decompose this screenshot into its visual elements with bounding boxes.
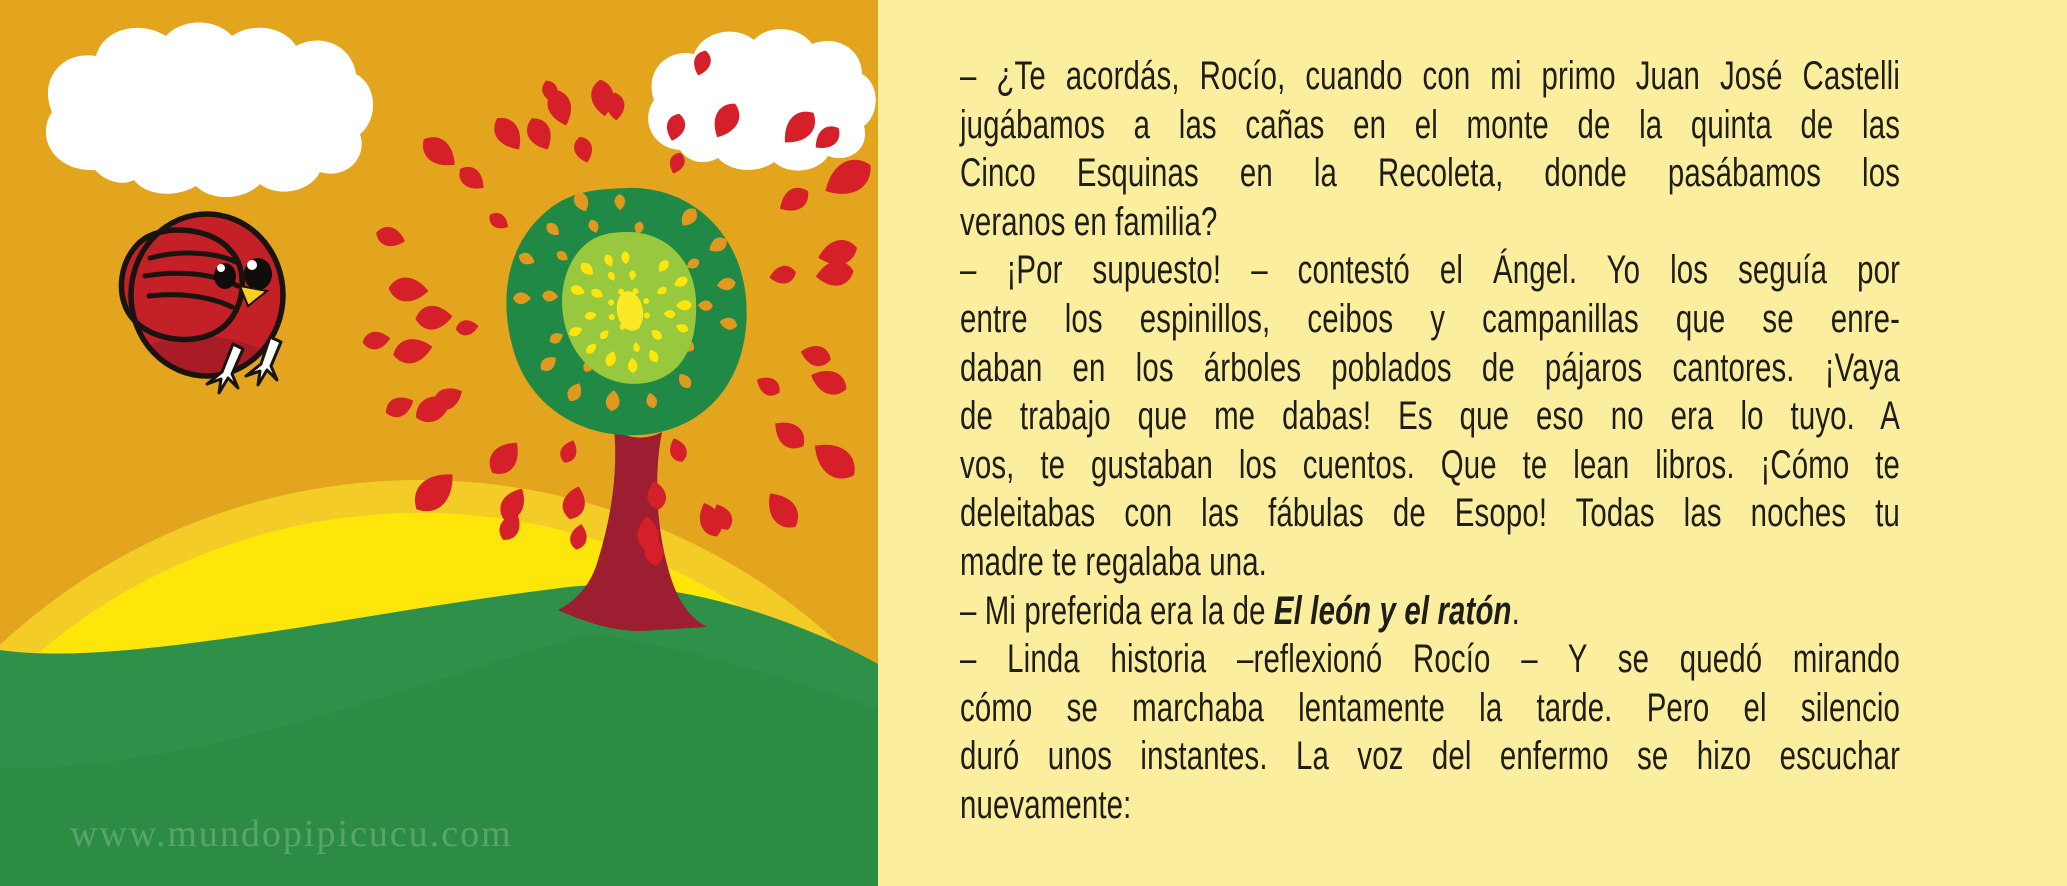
story-line: daban en los árboles poblados de pájaros cantores. ¡Vaya (960, 345, 1901, 390)
story-text-block (960, 52, 1900, 830)
watermark-text: www.mundopipicucu.com (70, 813, 513, 855)
story-line: duró unos instantes. La voz del enfermo se hizo escuchar (960, 734, 1901, 779)
story-line: veranos en familia? (960, 199, 1218, 244)
story-line: nuevamente: (960, 782, 1132, 827)
story-line-post: . (1511, 588, 1520, 633)
story-line: de trabajo que me dabas! Es que eso no era lo tuyo. A (960, 394, 1901, 439)
story-line: deleitabas con las fábulas de Esopo! Todas las noches tu (960, 491, 1901, 536)
story-line-pre: – Mi preferida era la de (960, 588, 1274, 633)
story-illustration (0, 0, 878, 886)
story-line: madre te regalaba una. (960, 539, 1267, 584)
story-line: – ¿Te acordás, Rocío, cuando con mi primo Juan José Castelli (960, 54, 1901, 98)
story-line: – ¡Por supuesto! – contestó el Ángel. Yo los seguía por (960, 248, 1901, 293)
story-line: vos, te gustaban los cuentos. Que te lean libros. ¡Cómo te (960, 442, 1901, 487)
story-fable-title: El león y el ratón (1273, 588, 1512, 633)
story-line: – Linda historia –reflexionó Rocío – Y se quedó mirando (960, 637, 1901, 682)
story-line: Cinco Esquinas en la Recoleta, donde pasábamos los (960, 151, 1901, 196)
story-line-with-title (960, 587, 1900, 636)
bird-eye-right-highlight (247, 260, 257, 270)
story-line: entre los espinillos, ceibos y campanillas que se enre- (960, 296, 1901, 341)
story-line: cómo se marchaba lentamente la tarde. Pero el silencio (960, 685, 1901, 730)
bird-eye-left-highlight (217, 264, 225, 272)
story-text-panel (878, 0, 2067, 886)
story-line: jugábamos a las cañas en el monte de la quinta de las (960, 102, 1901, 147)
